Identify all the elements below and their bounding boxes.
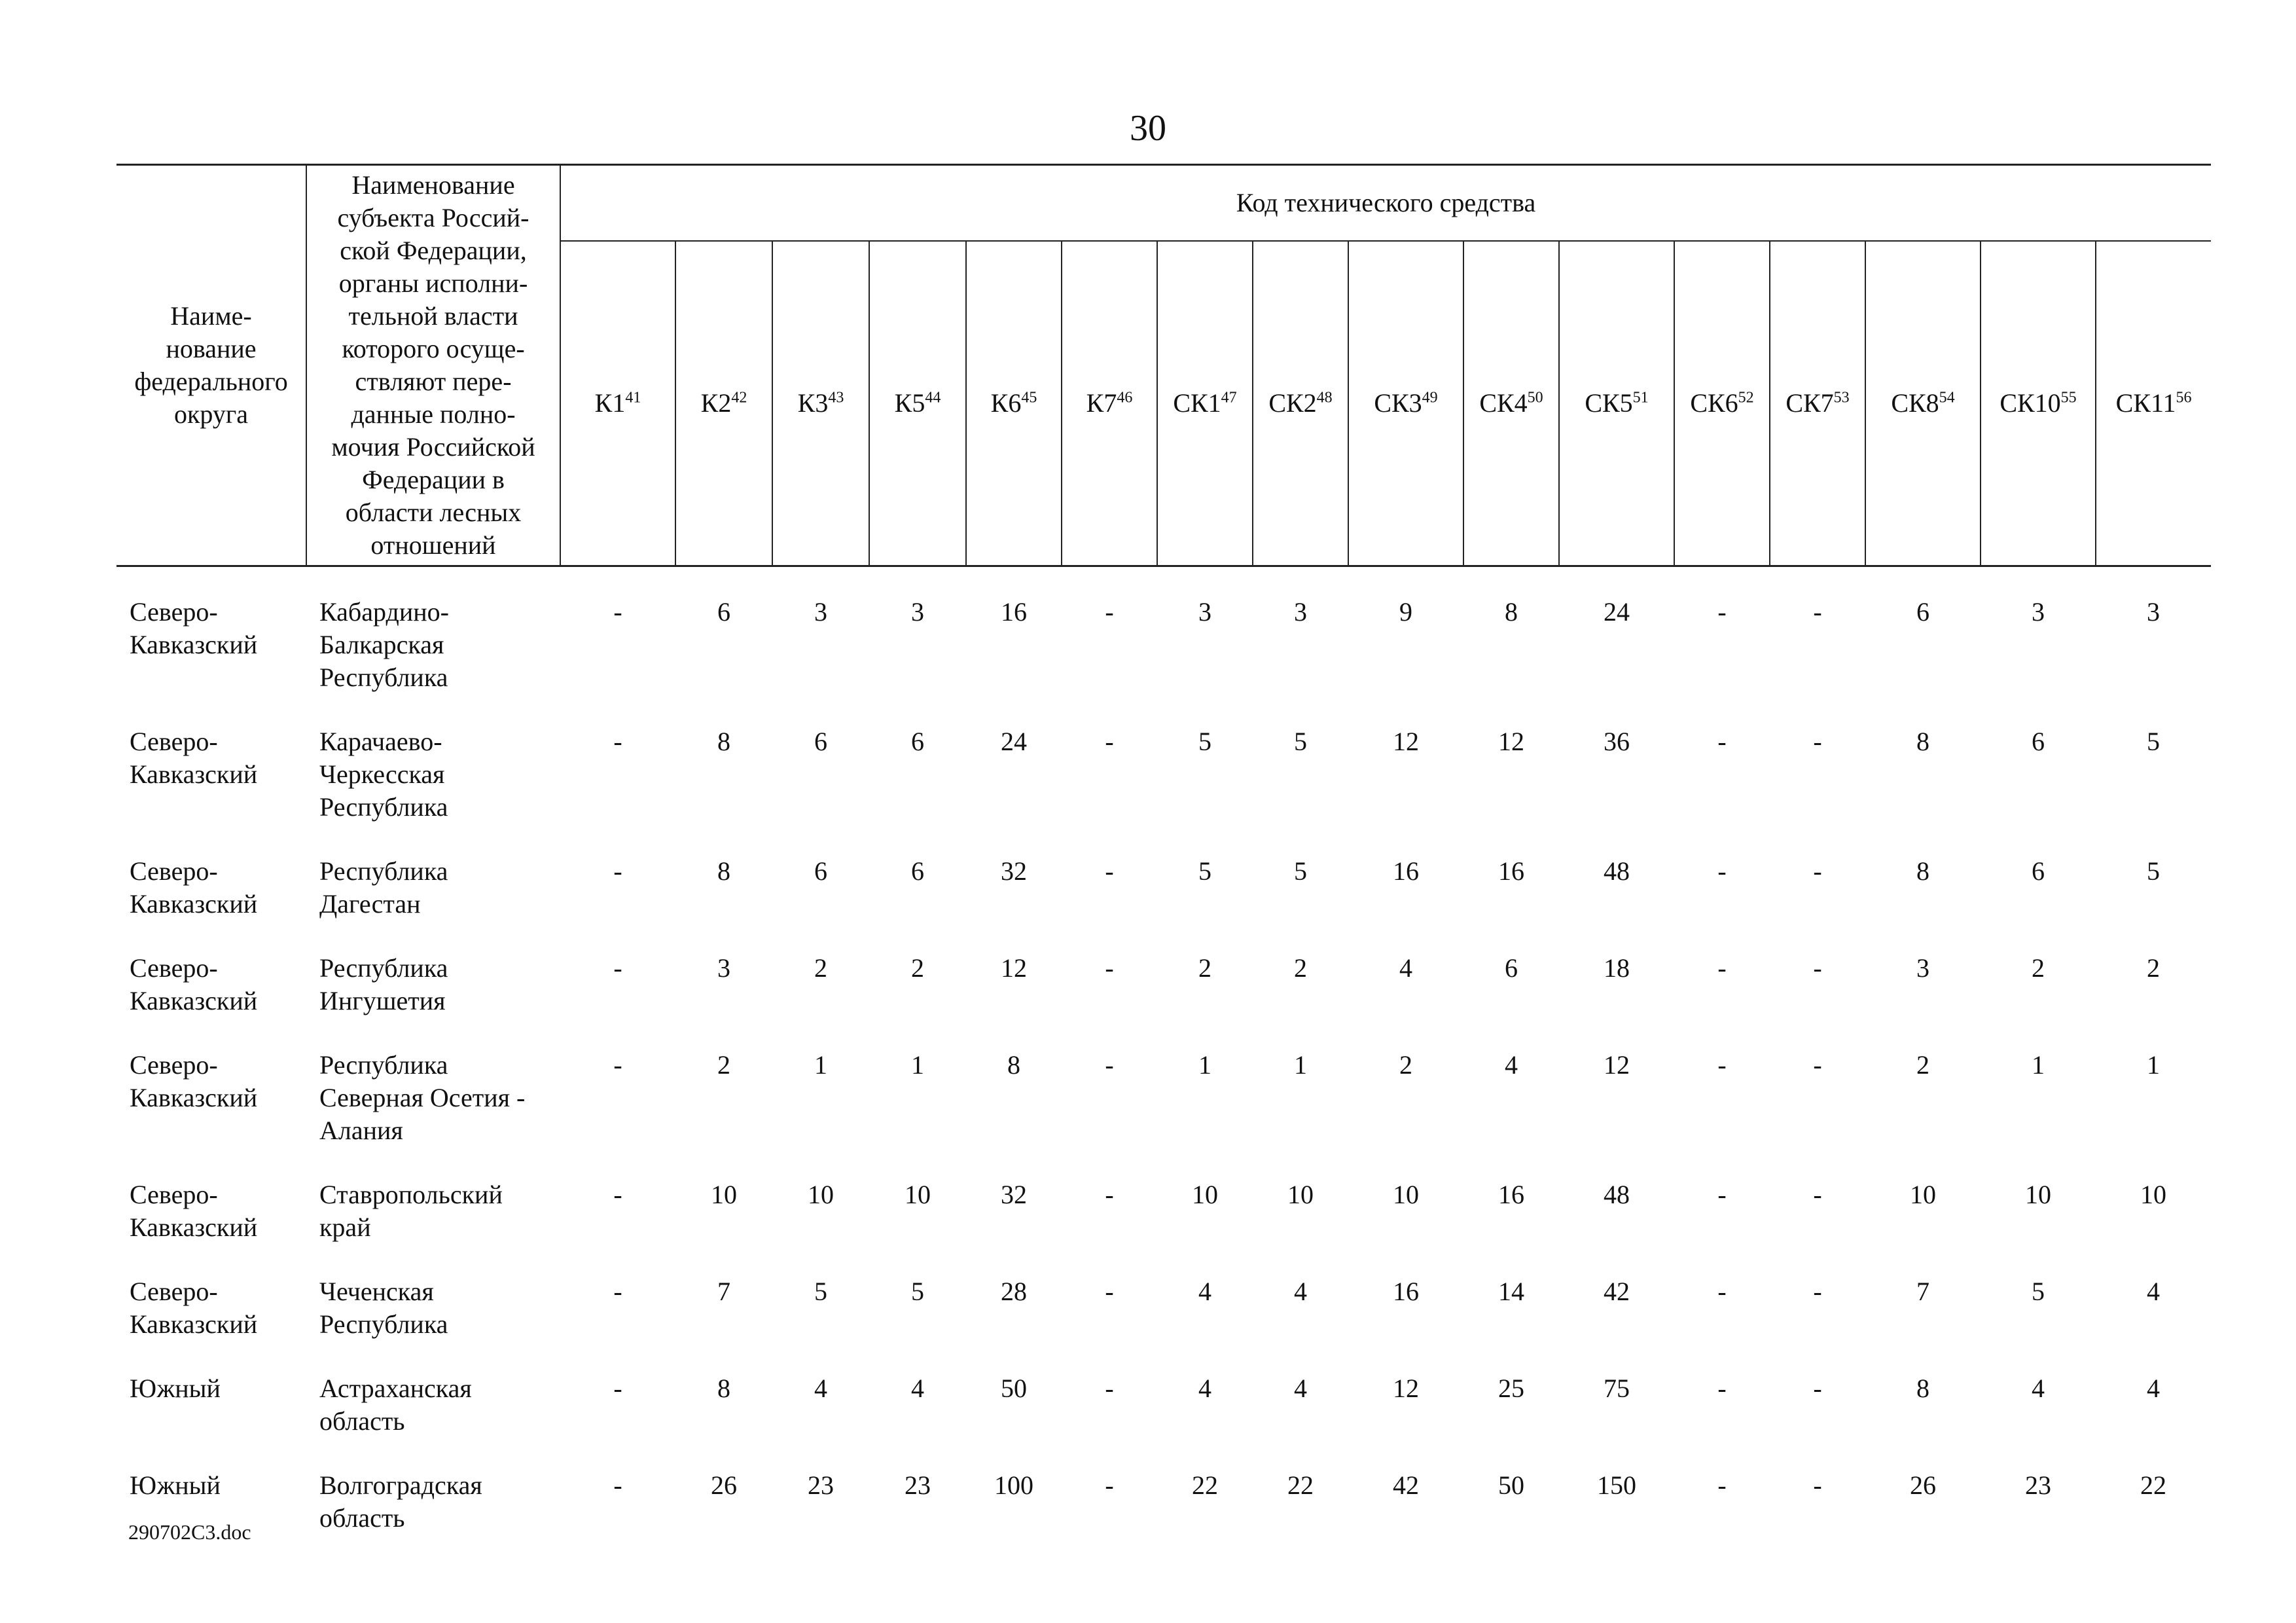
value-cell: 5 (2147, 727, 2161, 756)
table-row (117, 855, 2211, 952)
code-label: СК7 (1785, 388, 1834, 418)
value-cell: 50 (1001, 1374, 1027, 1403)
code-footnote-ref: 55 (2060, 389, 2077, 407)
value-cell: - (613, 856, 622, 886)
header-code-ск7 (1770, 241, 1865, 566)
table-row (117, 1178, 2211, 1275)
value-cell: - (1105, 856, 1114, 886)
header-code-ск10 (1981, 241, 2096, 566)
value-cell: - (1813, 727, 1822, 756)
federal-district-cell: Северо- Кавказский (130, 727, 258, 789)
value-cell: - (1105, 597, 1114, 627)
table-row (117, 952, 2211, 1049)
subject-cell: Кабардино- Балкарская Республика (319, 597, 449, 692)
value-cell: - (1717, 953, 1727, 983)
value-cell: 24 (1604, 597, 1630, 627)
value-cell: - (613, 953, 622, 983)
value-cell: 42 (1604, 1277, 1630, 1306)
value-cell: - (1813, 856, 1822, 886)
value-cell: 2 (1198, 953, 1211, 983)
value-cell: - (613, 1470, 622, 1500)
code-footnote-ref: 48 (1316, 389, 1333, 407)
header-code-к2 (675, 241, 772, 566)
value-cell: 22 (1287, 1470, 1314, 1500)
value-cell: 3 (1198, 597, 1211, 627)
value-cell: - (1105, 727, 1114, 756)
value-cell: 12 (1604, 1050, 1630, 1080)
code-footnote-ref: 45 (1021, 389, 1037, 407)
table-row (117, 1049, 2211, 1178)
code-footnote-ref: 47 (1221, 389, 1237, 407)
value-cell: 23 (808, 1470, 834, 1500)
value-cell: - (1813, 1470, 1822, 1500)
value-cell: 16 (1393, 856, 1419, 886)
code-label: СК6 (1690, 388, 1738, 418)
value-cell: 10 (1393, 1180, 1419, 1209)
value-cell: - (1813, 953, 1822, 983)
table-row (117, 596, 2211, 725)
value-cell: 6 (717, 597, 730, 627)
header-code-ск3 (1348, 241, 1463, 566)
value-cell: 23 (905, 1470, 931, 1500)
value-cell: 4 (1198, 1277, 1211, 1306)
value-cell: - (1813, 1180, 1822, 1209)
code-footnote-ref: 50 (1527, 389, 1543, 407)
value-cell: 8 (1916, 727, 1929, 756)
value-cell: 16 (1498, 856, 1524, 886)
value-cell: - (1105, 1277, 1114, 1306)
value-cell: - (1717, 856, 1727, 886)
code-footnote-ref: 54 (1939, 389, 1955, 407)
value-cell: 5 (1198, 856, 1211, 886)
subject-cell: Республика Ингушетия (319, 953, 448, 1015)
header-code-ск1 (1157, 241, 1253, 566)
header-code-к1 (560, 241, 675, 566)
value-cell: 2 (1916, 1050, 1929, 1080)
value-cell: 5 (1294, 856, 1307, 886)
value-cell: 16 (1498, 1180, 1524, 1209)
header-code-ск8 (1865, 241, 1981, 566)
value-cell: - (1717, 1277, 1727, 1306)
code-label: СК10 (2000, 388, 2061, 418)
value-cell: - (1105, 1470, 1114, 1500)
value-cell: 10 (711, 1180, 737, 1209)
value-cell: - (613, 727, 622, 756)
code-label: СК3 (1374, 388, 1422, 418)
value-cell: - (1813, 1277, 1822, 1306)
value-cell: 6 (814, 856, 827, 886)
subject-cell: Республика Северная Осетия - Алания (319, 1050, 526, 1145)
code-label: СК4 (1479, 388, 1528, 418)
value-cell: 2 (814, 953, 827, 983)
code-label: СК2 (1268, 388, 1317, 418)
value-cell: - (613, 1180, 622, 1209)
code-label: К7 (1086, 388, 1117, 418)
value-cell: 4 (2032, 1374, 2045, 1403)
subject-cell: Ставропольский край (319, 1180, 503, 1242)
federal-district-cell: Северо- Кавказский (130, 953, 258, 1015)
value-cell: - (613, 1277, 622, 1306)
code-label: К2 (700, 388, 732, 418)
subject-cell: Республика Дагестан (319, 856, 448, 919)
header-code-к7 (1062, 241, 1157, 566)
value-cell: 10 (2025, 1180, 2051, 1209)
header-federal-district-label: Наиме- нование федерального округа (134, 301, 288, 429)
value-cell: 4 (911, 1374, 924, 1403)
header-subject (306, 165, 560, 566)
value-cell: 22 (2140, 1470, 2167, 1500)
value-cell: - (1813, 1050, 1822, 1080)
value-cell: 75 (1604, 1374, 1630, 1403)
value-cell: 3 (1916, 953, 1929, 983)
equipment-table (117, 164, 2211, 1566)
code-footnote-ref: 51 (1632, 389, 1649, 407)
value-cell: - (1717, 597, 1727, 627)
code-label: СК1 (1173, 388, 1221, 418)
code-footnote-ref: 42 (731, 389, 747, 407)
value-cell: 8 (1505, 597, 1518, 627)
table-row (117, 1372, 2211, 1469)
value-cell: 32 (1001, 856, 1027, 886)
value-cell: 23 (2025, 1470, 2051, 1500)
header-subject-label: Наименование субъекта Россий- ской Федерации, органы исполни- тельной власти которого осуще- ствляют пере- данные полно- мочия Российской Федерации в области лесных отношений (331, 170, 535, 560)
value-cell: - (1105, 1374, 1114, 1403)
value-cell: 4 (1505, 1050, 1518, 1080)
table-row (117, 1275, 2211, 1372)
header-equipment-code-label: Код технического средства (1236, 188, 1536, 217)
value-cell: 16 (1393, 1277, 1419, 1306)
value-cell: 1 (2147, 1050, 2161, 1080)
value-cell: 26 (1910, 1470, 1936, 1500)
code-footnote-ref: 41 (625, 389, 641, 407)
value-cell: - (1717, 1050, 1727, 1080)
page-number: 30 (1130, 108, 1166, 149)
value-cell: 10 (905, 1180, 931, 1209)
code-label: К6 (990, 388, 1022, 418)
value-cell: - (1105, 1050, 1114, 1080)
table-row (117, 725, 2211, 855)
value-cell: 7 (1916, 1277, 1929, 1306)
value-cell: 3 (911, 597, 924, 627)
value-cell: - (1813, 1374, 1822, 1403)
document-file-code: 290702C3.doc (128, 1520, 251, 1544)
value-cell: - (1105, 953, 1114, 983)
code-footnote-ref: 49 (1422, 389, 1438, 407)
code-footnote-ref: 46 (1117, 389, 1133, 407)
value-cell: 10 (1910, 1180, 1936, 1209)
value-cell: 1 (814, 1050, 827, 1080)
subject-cell: Карачаево- Черкесская Республика (319, 727, 448, 822)
value-cell: 9 (1399, 597, 1412, 627)
value-cell: 1 (911, 1050, 924, 1080)
value-cell: 8 (1916, 1374, 1929, 1403)
value-cell: 8 (1007, 1050, 1020, 1080)
header-spacer (117, 566, 2211, 596)
value-cell: 8 (717, 1374, 730, 1403)
value-cell: - (1717, 727, 1727, 756)
value-cell: 10 (1192, 1180, 1218, 1209)
header-code-к3 (772, 241, 869, 566)
header-code-ск11 (2096, 241, 2211, 566)
header-code-к6 (966, 241, 1062, 566)
code-label: СК5 (1585, 388, 1633, 418)
header-code-ск6 (1674, 241, 1770, 566)
federal-district-cell: Южный (130, 1374, 221, 1403)
value-cell: 3 (2032, 597, 2045, 627)
value-cell: 2 (717, 1050, 730, 1080)
value-cell: - (1717, 1374, 1727, 1403)
header-code-ск5 (1559, 241, 1674, 566)
value-cell: 16 (1001, 597, 1027, 627)
header-code-к5 (869, 241, 966, 566)
value-cell: 28 (1001, 1277, 1027, 1306)
value-cell: 8 (717, 856, 730, 886)
value-cell: 22 (1192, 1470, 1218, 1500)
value-cell: 6 (1916, 597, 1929, 627)
value-cell: 4 (2147, 1277, 2161, 1306)
header-equipment-code-group (560, 165, 2211, 242)
value-cell: 5 (2147, 856, 2161, 886)
value-cell: - (613, 1050, 622, 1080)
code-footnote-ref: 44 (925, 389, 941, 407)
subject-cell: Астраханская область (319, 1374, 472, 1436)
value-cell: 25 (1498, 1374, 1524, 1403)
value-cell: 24 (1001, 727, 1027, 756)
value-cell: 6 (2032, 727, 2045, 756)
federal-district-cell: Северо- Кавказский (130, 597, 258, 659)
value-cell: 10 (808, 1180, 834, 1209)
value-cell: 3 (814, 597, 827, 627)
value-cell: 2 (911, 953, 924, 983)
value-cell: 3 (1294, 597, 1307, 627)
value-cell: 36 (1604, 727, 1630, 756)
header-code-ск4 (1463, 241, 1559, 566)
value-cell: - (1105, 1180, 1114, 1209)
value-cell: 32 (1001, 1180, 1027, 1209)
value-cell: 5 (2032, 1277, 2045, 1306)
value-cell: 3 (717, 953, 730, 983)
federal-district-cell: Южный (130, 1470, 221, 1500)
value-cell: 1 (1294, 1050, 1307, 1080)
value-cell: 48 (1604, 856, 1630, 886)
table-row (117, 1469, 2211, 1566)
value-cell: 18 (1604, 953, 1630, 983)
value-cell: 6 (1505, 953, 1518, 983)
value-cell: 12 (1393, 727, 1419, 756)
value-cell: 150 (1597, 1470, 1636, 1500)
header-federal-district (117, 165, 306, 566)
value-cell: 10 (1287, 1180, 1314, 1209)
value-cell: - (613, 597, 622, 627)
value-cell: 42 (1393, 1470, 1419, 1500)
subject-cell: Волгоградская область (319, 1470, 482, 1533)
value-cell: - (613, 1374, 622, 1403)
value-cell: 50 (1498, 1470, 1524, 1500)
code-footnote-ref: 53 (1833, 389, 1850, 407)
value-cell: 26 (711, 1470, 737, 1500)
value-cell: - (1717, 1180, 1727, 1209)
value-cell: 12 (1001, 953, 1027, 983)
federal-district-cell: Северо- Кавказский (130, 1277, 258, 1339)
value-cell: 14 (1498, 1277, 1524, 1306)
code-label: СК11 (2115, 388, 2176, 418)
subject-cell: Чеченская Республика (319, 1277, 448, 1339)
value-cell: 2 (2147, 953, 2161, 983)
value-cell: 8 (1916, 856, 1929, 886)
value-cell: 12 (1393, 1374, 1419, 1403)
code-footnote-ref: 52 (1738, 389, 1754, 407)
federal-district-cell: Северо- Кавказский (130, 856, 258, 919)
value-cell: 5 (911, 1277, 924, 1306)
value-cell: 5 (814, 1277, 827, 1306)
code-label: СК8 (1891, 388, 1939, 418)
value-cell: 8 (717, 727, 730, 756)
value-cell: 1 (1198, 1050, 1211, 1080)
code-footnote-ref: 56 (2176, 389, 2192, 407)
value-cell: 2 (2032, 953, 2045, 983)
value-cell: 48 (1604, 1180, 1630, 1209)
value-cell: - (1813, 597, 1822, 627)
value-cell: 5 (1294, 727, 1307, 756)
value-cell: 7 (717, 1277, 730, 1306)
federal-district-cell: Северо- Кавказский (130, 1180, 258, 1242)
value-cell: 4 (814, 1374, 827, 1403)
value-cell: 4 (1294, 1277, 1307, 1306)
value-cell: 12 (1498, 727, 1524, 756)
value-cell: 6 (814, 727, 827, 756)
value-cell: 2 (1294, 953, 1307, 983)
value-cell: 4 (1198, 1374, 1211, 1403)
value-cell: 2 (1399, 1050, 1412, 1080)
header-code-ск2 (1253, 241, 1348, 566)
code-footnote-ref: 43 (828, 389, 844, 407)
value-cell: 100 (994, 1470, 1033, 1500)
value-cell: 6 (911, 856, 924, 886)
value-cell: 6 (2032, 856, 2045, 886)
value-cell: 6 (911, 727, 924, 756)
code-label: К5 (894, 388, 925, 418)
value-cell: 5 (1198, 727, 1211, 756)
value-cell: 3 (2147, 597, 2161, 627)
value-cell: 4 (1294, 1374, 1307, 1403)
federal-district-cell: Северо- Кавказский (130, 1050, 258, 1112)
code-label: К1 (594, 388, 626, 418)
value-cell: 1 (2032, 1050, 2045, 1080)
value-cell: 10 (2140, 1180, 2167, 1209)
code-label: К3 (797, 388, 829, 418)
value-cell: 4 (2147, 1374, 2161, 1403)
value-cell: 4 (1399, 953, 1412, 983)
value-cell: - (1717, 1470, 1727, 1500)
